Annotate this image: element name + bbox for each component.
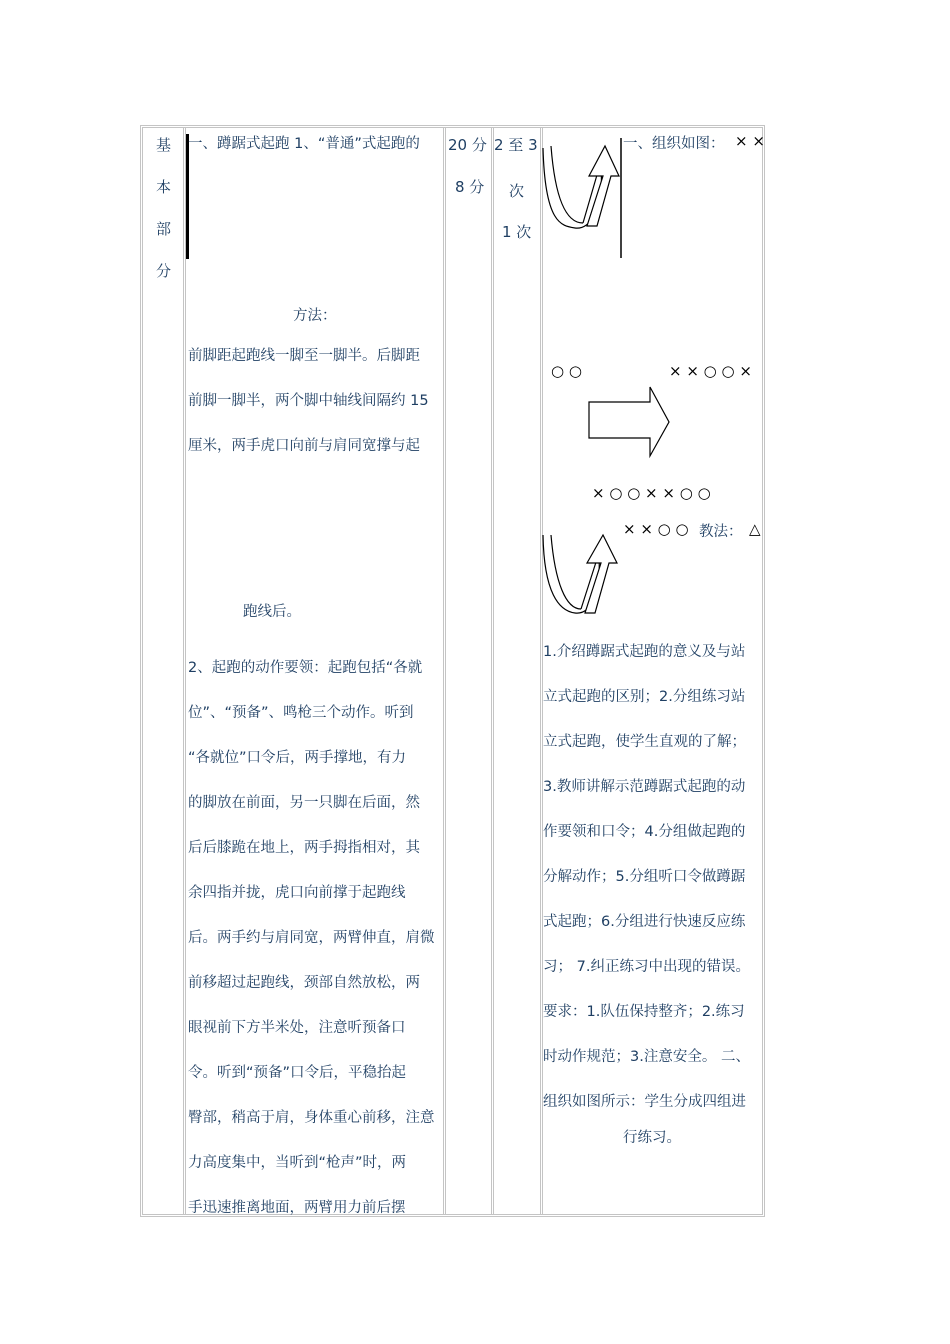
column-divider	[183, 128, 186, 1214]
section-char: 部	[156, 220, 172, 238]
formation-marks: × ×	[735, 132, 765, 150]
right-arrow-icon	[588, 386, 670, 458]
teaching-steps-tail: 行练习。	[623, 1130, 681, 1146]
curved-arrow-icon	[541, 138, 641, 263]
time-value: 20 分	[448, 136, 487, 154]
teaching-steps: 1.介绍蹲踞式起跑的意义及与站 立式起跑的区别；2.分组练习站 立式起跑，使学生直观的了解； 3.教师讲解示范蹲踞式起跑的动 作要领和口令；4.分组做起跑的 分解动作；5.分组听口令做蹲踞 式起跑；6.分组进行快速反应练 习； 7.纠正练习中出现的错误。 要求：1.队伍保持整齐；2.练习 时动作规范；3.注意安全。 二、 组织如图所示：学生分成四组进	[543, 644, 750, 1110]
curved-arrow-icon	[541, 533, 631, 618]
formation-row: × × ○ ○ ×	[669, 362, 752, 380]
key-points-text: 2、起跑的动作要领：起跑包括“各就 位”、“预备”、鸣枪三个动作。听到 “各就位”口令后，两手撑地，有力 的脚放在前面，另一只脚在后面，然 后后膝跪在地上，两手拇指相对，其 余四指并拢，虎口向前撑于起跑线 后。两手约与肩同宽，两臂伸直，肩微 前移超过起跑线，颈部自然放松，两 眼视前下方半米处，注意听预备口 令。听到“预备”口令后，平稳抬起 臀部，稍高于肩，身体重心前移，注意 力高度集中，当听到“枪声”时，两 手迅速推离地面，两臂用力前后摆	[188, 660, 435, 1216]
reps-value: 2 至 3	[494, 136, 538, 154]
reps-value: 次	[509, 182, 525, 200]
method-text: 前脚距起跑线一脚至一脚半。后脚距 前脚一脚半，两个脚中轴线间隔约 15 厘米，两手虎口向前与肩同宽撑与起	[188, 348, 429, 454]
section-char: 本	[156, 178, 172, 196]
lesson-plan-table	[140, 125, 765, 1217]
teacher-marker: △	[749, 520, 761, 538]
section-char: 基	[156, 136, 172, 154]
formation-row: × ○ ○ × × ○ ○	[592, 484, 711, 502]
teaching-method-label: 教法：	[699, 524, 743, 540]
column-divider	[491, 128, 494, 1214]
org-heading: 一、组织如图：	[623, 136, 725, 152]
reps-value: 1 次	[502, 223, 532, 241]
formation-row: ○ ○	[551, 362, 582, 380]
time-value: 8 分	[455, 178, 485, 196]
method-text-tail: 跑线后。	[243, 604, 301, 620]
method-label: 方法：	[293, 308, 337, 324]
content-heading: 一、蹲踞式起跑 1、“普通”式起跑的	[188, 136, 420, 152]
section-char: 分	[156, 262, 172, 280]
formation-row: × × ○ ○	[623, 520, 689, 538]
